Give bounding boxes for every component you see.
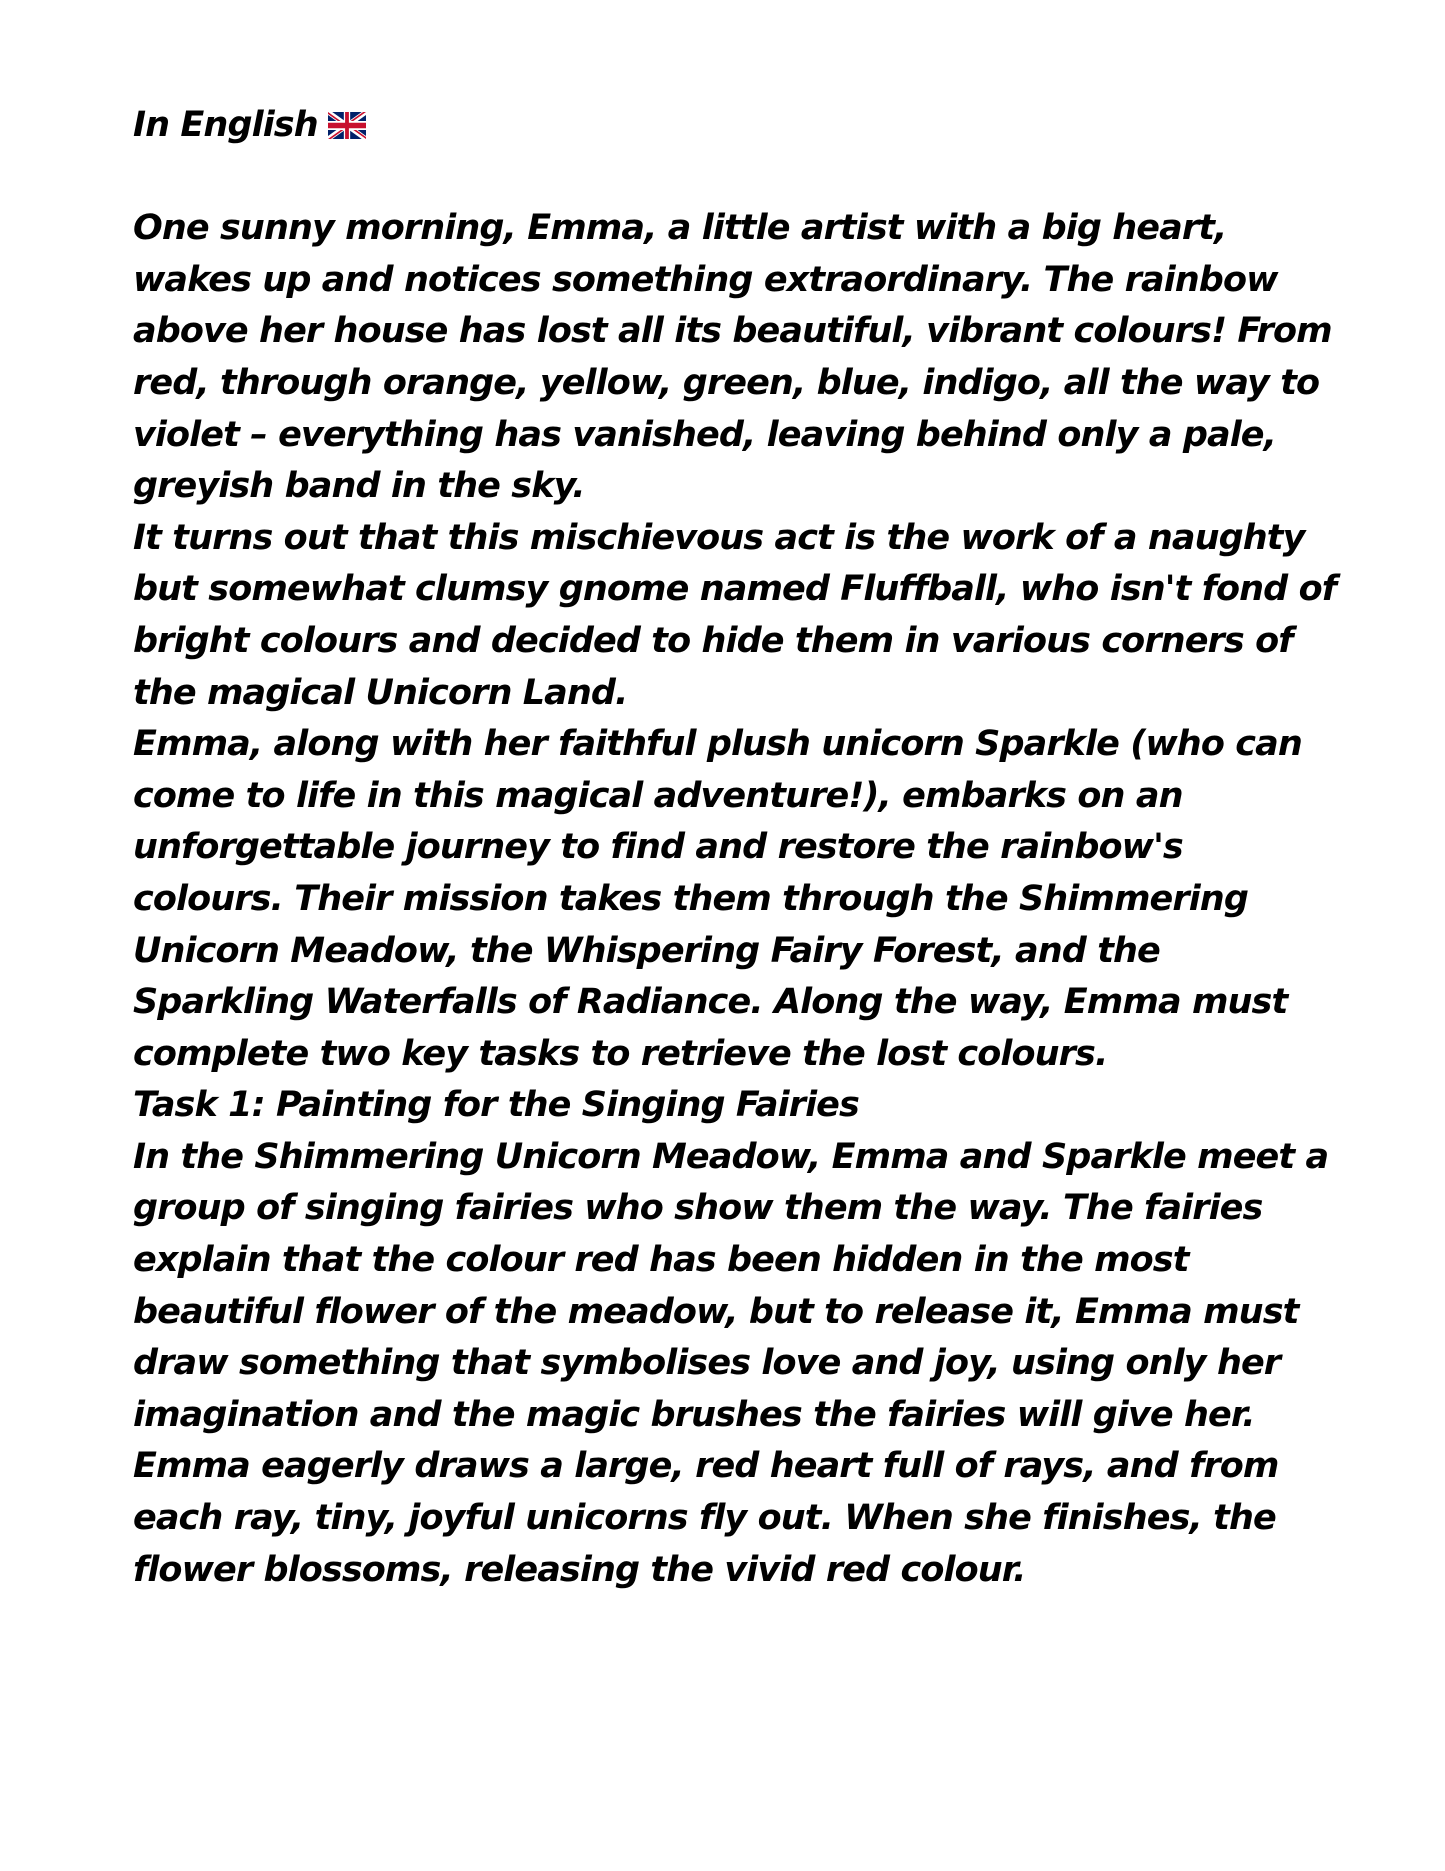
text-line: Sparkling Waterfalls of Radiance. Along the way, Emma must — [133, 982, 1288, 1023]
text-line: group of singing fairies who show them the way. The fairies — [133, 1188, 1263, 1229]
document-page — [133, 100, 1337, 1596]
text-line: One sunny morning, Emma, a little artist with a big heart, — [133, 208, 1227, 249]
text-line: wakes up and notices something extraordinary. The rainbow — [133, 259, 1278, 300]
story-body — [133, 203, 1337, 1596]
text-line: In the Shimmering Unicorn Meadow, Emma and Sparkle meet a — [133, 1136, 1329, 1177]
text-line: draw something that symbolises love and joy, using only her — [133, 1343, 1281, 1384]
text-line: above her house has lost all its beautiful, vibrant colours! From — [133, 311, 1332, 352]
text-line: complete two key tasks to retrieve the lost colours. — [133, 1033, 1108, 1074]
text-line: greyish band in the sky. — [133, 466, 585, 507]
text-line: colours. Their mission takes them through the Shimmering — [133, 878, 1248, 919]
heading — [133, 100, 1333, 152]
text-line: come to life in this magical adventure!), embarks on an — [133, 775, 1183, 816]
text-line: imagination and the magic brushes the fairies will give her. — [133, 1394, 1255, 1435]
text-line: violet – everything has vanished, leaving behind only a pale, — [133, 414, 1277, 455]
text-line: unforgettable journey to find and restore the rainbow's — [133, 827, 1183, 868]
text-line: but somewhat clumsy gnome named Fluffball, who isn't fond of — [133, 569, 1337, 610]
text-line: bright colours and decided to hide them in various corners of — [133, 620, 1293, 661]
heading-text: In English — [133, 105, 318, 145]
text-line: Emma, along with her faithful plush unicorn Sparkle (who can — [133, 724, 1302, 765]
text-line: It turns out that this mischievous act is the work of a naughty — [133, 517, 1305, 558]
text-line: flower blossoms, releasing the vivid red colour. — [133, 1549, 1026, 1590]
text-line: red, through orange, yellow, green, blue, indigo, all the way to — [133, 362, 1320, 403]
text-line: Emma eagerly draws a large, red heart full of rays, and from — [133, 1446, 1279, 1487]
text-line: Unicorn Meadow, the Whispering Fairy Forest, and the — [133, 930, 1160, 971]
text-line: beautiful flower of the meadow, but to release it, Emma must — [133, 1291, 1299, 1332]
text-line: explain that the colour red has been hidden in the most — [133, 1240, 1189, 1281]
text-line: the magical Unicorn Land. — [133, 672, 628, 713]
task-heading: Task 1: Painting for the Singing Fairies — [133, 1085, 859, 1126]
text-line: each ray, tiny, joyful unicorns fly out. When she finishes, the — [133, 1498, 1276, 1539]
uk-flag-icon — [328, 112, 366, 139]
